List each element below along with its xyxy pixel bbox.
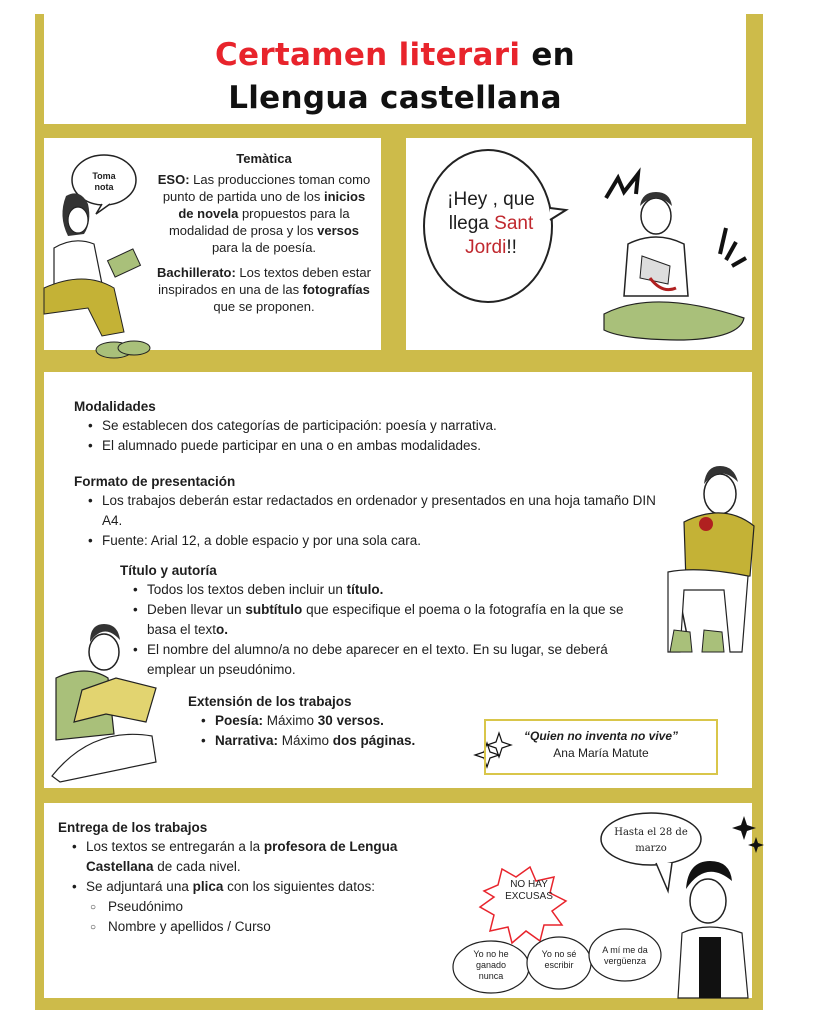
bold-text: profesora de Lengua Castellana: [86, 839, 398, 874]
bold-text: dos páginas.: [332, 733, 416, 748]
list-item: ○ Nombre y apellidos / Curso: [86, 917, 430, 937]
bubble-line: nunca: [478, 971, 504, 981]
extension-heading: Extensión de los trabajos: [188, 694, 352, 709]
excuse-bubble-3: [589, 945, 661, 967]
formato-heading: Formato de presentación: [74, 474, 236, 489]
bold-text: inicios de novela: [178, 189, 366, 221]
eso-paragraph: [156, 171, 372, 256]
list-item: • Fuente: Arial 12, a doble espacio y por una sola cara.: [86, 531, 661, 551]
entrega-heading: Entrega de los trabajos: [58, 820, 208, 835]
bachillerato-label: Bachillerato:: [157, 265, 236, 280]
text: con los siguientes datos:: [223, 879, 375, 894]
list-item: [199, 731, 479, 751]
tematica-heading: Temàtica: [236, 151, 292, 166]
modalidades-heading: Modalidades: [74, 399, 156, 414]
list-item: [199, 711, 479, 731]
eso-label: ESO:: [157, 172, 190, 187]
hey-sant-jordi-text: [436, 188, 546, 260]
tematica-panel: [44, 138, 381, 350]
bubble-line: Yo no he: [473, 949, 509, 959]
bachillerato-paragraph: [156, 264, 372, 315]
page-title-line-1: [44, 37, 746, 73]
bold-text: o.: [216, 622, 229, 637]
no-hay-excusas-text: [484, 879, 574, 903]
quote-box: [484, 719, 718, 775]
text: que se proponen.: [213, 299, 315, 314]
bold-text: título.: [346, 582, 384, 597]
bubble-line: vergüenza: [603, 956, 647, 966]
list-item: ○ Pseudónimo: [86, 897, 430, 917]
title-black-text: en: [520, 37, 576, 73]
text: propuestos para la modalidad de prosa y los: [168, 206, 350, 238]
bold-text: plica: [192, 879, 224, 894]
sant-jordi-panel: [406, 138, 752, 350]
quote-author: Ana María Matute: [553, 746, 649, 760]
excuse-bubble-1: [455, 949, 527, 982]
bubble-line: A mí me da: [602, 945, 648, 955]
bubble-line: marzo: [635, 843, 667, 854]
text: ¡Hey , que llega: [447, 189, 535, 234]
quote-text: “Quien no inventa no vive”: [523, 729, 679, 743]
deadline-bubble-text: [601, 825, 701, 857]
list-item: • Los trabajos deberán estar redactados en ordenador y presentados en una hoja tamaño DIN A4.: [86, 491, 661, 531]
list-item: • El alumnado puede participar en una o en ambas modalidades.: [86, 436, 646, 456]
bubble-line: ganado: [475, 960, 507, 970]
excuse-bubble-2: [527, 949, 591, 971]
list-item: [131, 600, 651, 640]
bubble-line: escribir: [544, 960, 574, 970]
title-red-text: Certamen literari: [214, 37, 521, 73]
text: Las producciones toman como punto de partida uno de los: [162, 172, 371, 204]
bold-text: Poesía:: [215, 713, 264, 728]
titulo-heading: Título y autoría: [120, 563, 217, 578]
list-item: • Se establecen dos categorías de participación: poesía y narrativa.: [86, 416, 646, 436]
text: Máximo: [278, 733, 333, 748]
list-item: • El nombre del alumno/a no debe aparecer en el texto. En su lugar, se deberá emplear un pseudónimo.: [131, 640, 651, 680]
burst-line: EXCUSAS: [505, 891, 553, 902]
toma-nota-bubble-text: [84, 171, 124, 193]
text: Los textos deben estar inspirados en una de las: [158, 265, 371, 297]
bold-text: subtítulo: [245, 602, 303, 617]
text: Se adjuntará una: [86, 879, 193, 894]
modalidades-list: [86, 416, 646, 456]
page-title-line-2: Llengua castellana: [228, 80, 562, 116]
burst-line: NO HAY: [510, 879, 548, 890]
text: Deben llevar un: [147, 602, 246, 617]
text: que especifique el poema o la fotografía en la que se basa el text: [147, 602, 624, 637]
titulo-list: [131, 580, 651, 680]
extension-list: [199, 711, 479, 751]
bubble-line: Toma: [92, 171, 116, 181]
list-item: [131, 580, 651, 600]
text: Todos los textos deben incluir un: [147, 582, 347, 597]
bubble-line: nota: [94, 182, 114, 192]
text: !!: [506, 237, 517, 258]
tematica-text: [156, 150, 372, 315]
text: Máximo: [263, 713, 318, 728]
bold-text: versos: [317, 223, 360, 238]
text: Los textos se entregarán a la: [86, 839, 264, 854]
title-panel: [44, 14, 746, 124]
list-item: [70, 877, 430, 937]
entrega-list: [70, 837, 430, 937]
text: de cada nivel.: [153, 859, 241, 874]
bubble-line: Hasta el 28 de: [614, 827, 688, 838]
text: para la de poesía.: [211, 240, 317, 255]
list-item: [70, 837, 430, 877]
plica-data-list: [86, 897, 430, 937]
bold-text: fotografías: [302, 282, 370, 297]
bold-text: Narrativa:: [215, 733, 279, 748]
formato-list: [86, 491, 661, 551]
bubble-line: Yo no sé: [541, 949, 577, 959]
bold-text: 30 versos.: [317, 713, 384, 728]
sant-jordi-highlight: Sant Jordi: [465, 213, 534, 258]
